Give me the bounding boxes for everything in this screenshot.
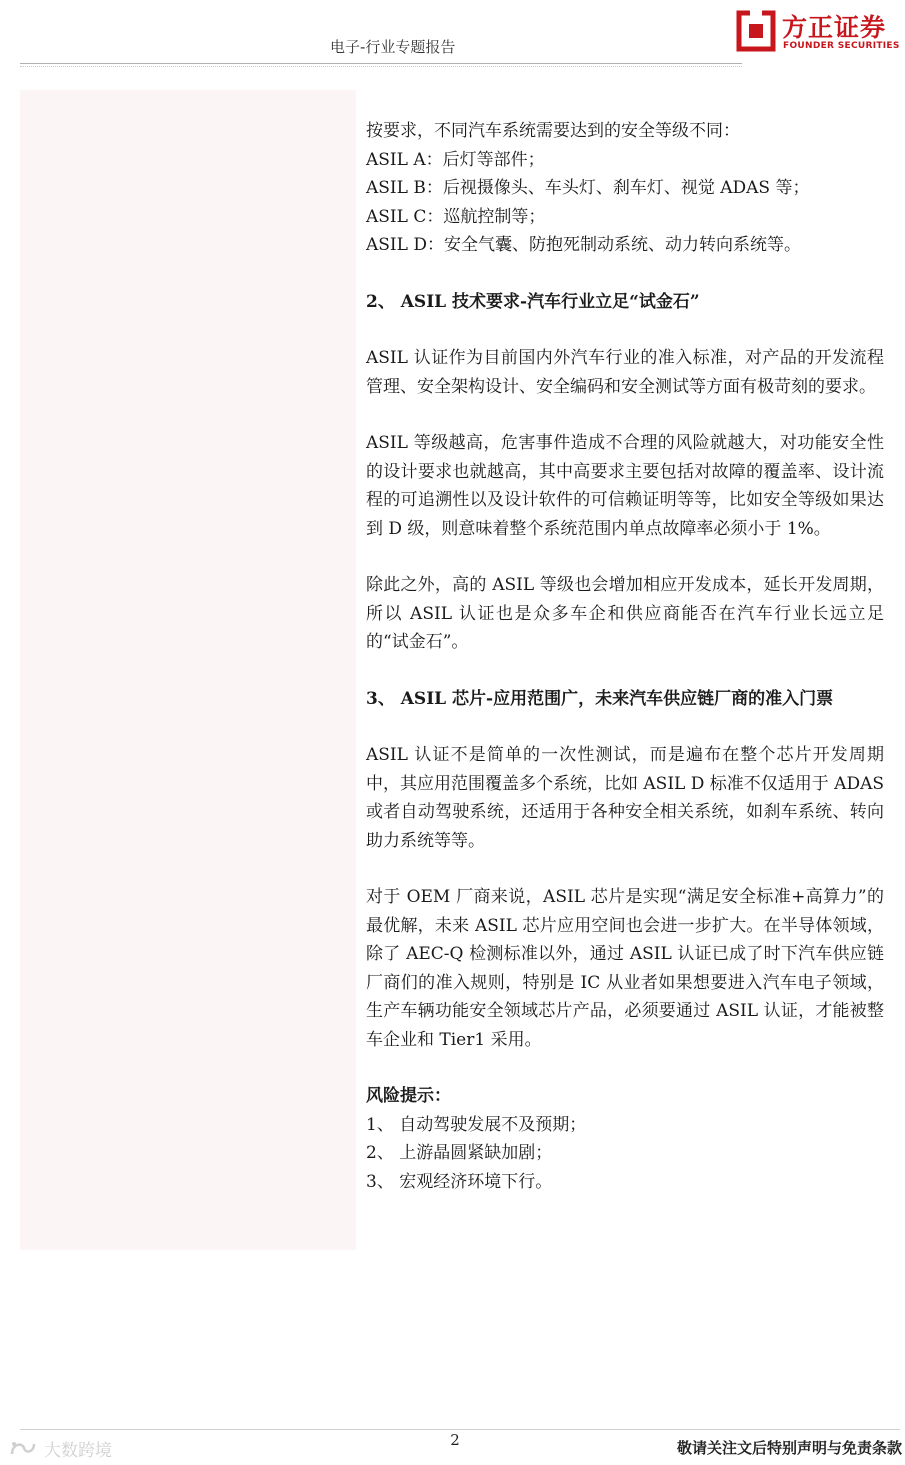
footer-divider — [20, 1429, 900, 1430]
logo-chinese-name: 方正证券 — [782, 13, 887, 42]
report-header-title: 电子-行业专题报告 — [330, 38, 456, 56]
left-sidebar-panel — [20, 90, 356, 1250]
header-divider-dotted — [20, 66, 742, 67]
risk-item: 2、 上游晶圆紧缺加剧； — [366, 1143, 553, 1163]
founder-securities-logo — [736, 8, 901, 56]
header-divider — [20, 63, 742, 64]
asil-level-item: ASIL D：安全气囊、防抱死制动系统、动力转向系统等。 — [366, 235, 801, 255]
logo-mark-icon — [736, 10, 776, 52]
section-3-heading: 3、 ASIL 芯片-应用范围广，未来汽车供应链厂商的准入门票 — [366, 688, 834, 709]
logo-english-name: FOUNDER SECURITIES — [783, 41, 900, 51]
section-2-heading: 2、 ASIL 技术要求-汽车行业立足“试金石” — [366, 291, 700, 312]
intro-text: 按要求，不同汽车系统需要达到的安全等级不同： — [366, 121, 740, 141]
asil-level-item: ASIL A：后灯等部件； — [366, 149, 545, 170]
page-number: 2 — [450, 1431, 460, 1449]
paragraph: ASIL 认证作为目前国内外汽车行业的准入标准，对产品的开发流程管理、安全架构设计、安全编码和安全测试等方面有极苛刻的要求。 — [366, 348, 884, 397]
risk-heading: 风险提示： — [366, 1086, 451, 1106]
risk-item: 3、 宏观经济环境下行。 — [366, 1171, 553, 1192]
asil-level-item: ASIL B：后视摄像头、车头灯、刹车灯、视觉 ADAS 等； — [366, 178, 810, 198]
risk-list — [366, 1111, 884, 1197]
paragraph: ASIL 认证不是简单的一次性测试，而是遍布在整个芯片开发周期中，其应用范围覆盖多个系统，比如 ASIL D 标准不仅适用于 ADAS 或者自动驾驶系统，还适用于各种安全相关系统，如刹车系统、转向助力系统等等。 — [366, 745, 885, 851]
paragraph: 对于 OEM 厂商来说，ASIL 芯片是实现“满足安全标准+高算力”的最优解，未来 ASIL 芯片应用空间也会进一步扩大。在半导体领域，除了 AEC-Q 检测标准以外，通过 ASIL 认证已成了时下汽车供应链厂商们的准入规则，特别是 IC 从业者如果想要进入汽车电子领域，生产车辆功能安全领域芯片产品，必须要通过 ASIL 认证，才能被整车企业和 Tier1 采用。 — [366, 887, 884, 1050]
watermark-logo-icon — [8, 1438, 38, 1458]
paragraph: 除此之外，高的 ASIL 等级也会增加相应开发成本，延长开发周期，所以 ASIL 认证也是众多车企和供应商能否在汽车行业长远立足的“试金石”。 — [366, 575, 884, 652]
risk-item: 1、 自动驾驶发展不及预期； — [366, 1114, 587, 1135]
asil-level-list — [366, 146, 884, 260]
asil-level-item: ASIL C：巡航控制等； — [366, 206, 546, 227]
watermark — [8, 1436, 148, 1460]
watermark-text: 大数跨境 — [44, 1441, 112, 1461]
disclaimer-note: 敬请关注文后特别声明与免责条款 — [676, 1439, 902, 1457]
paragraph: ASIL 等级越高，危害事件造成不合理的风险就越大，对功能安全性的设计要求也就越高，其中高要求主要包括对故障的覆盖率、设计流程的可追溯性以及设计软件的可信赖证明等等，比如安全等级如果达到 D 级，则意味着整个系统范围内单点故障率必须小于 1%。 — [366, 433, 884, 539]
report-body — [366, 117, 884, 1196]
